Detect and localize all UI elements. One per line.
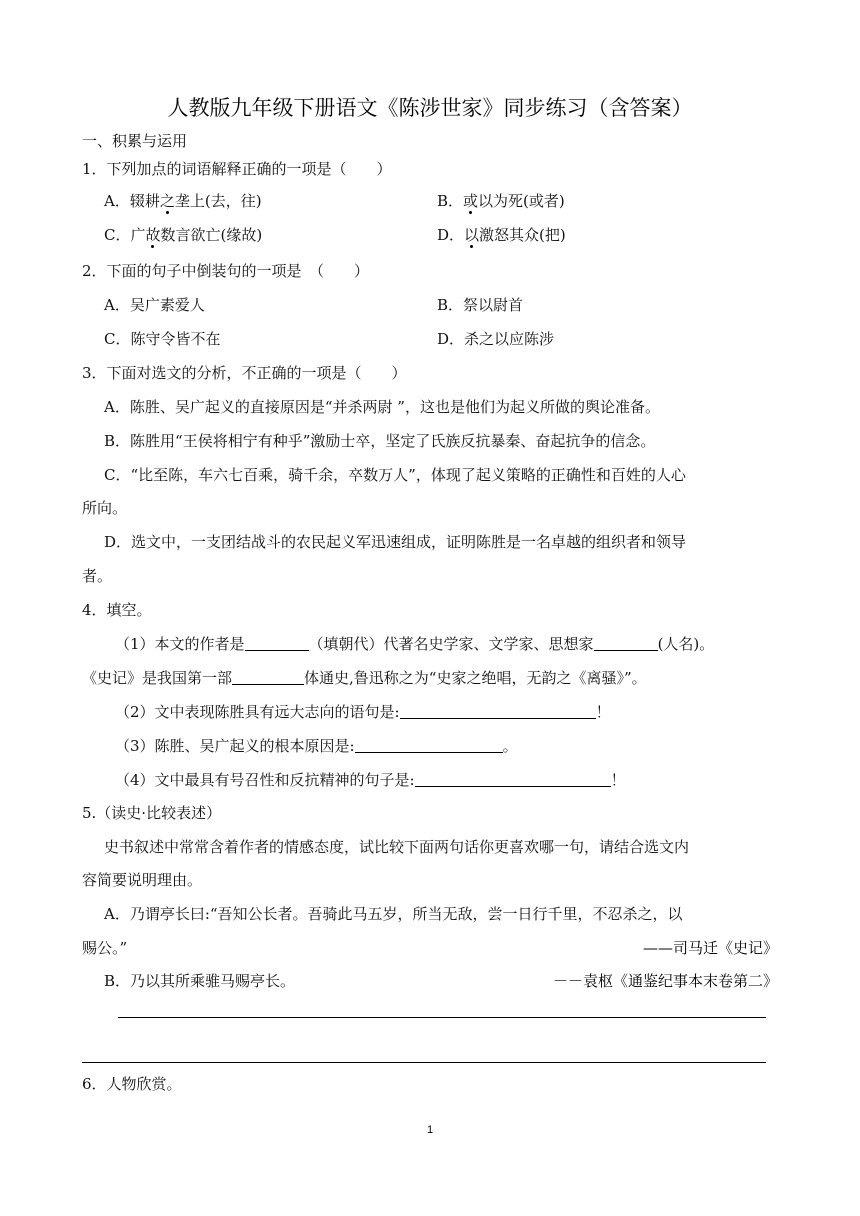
answer-line-2[interactable]: [82, 1062, 766, 1063]
q2-option-b: B．祭以尉首: [437, 296, 524, 314]
question-2-stem: 2．下面的句子中倒装句的一项是 （ ）: [82, 262, 370, 280]
blank-rallying-sentence[interactable]: [415, 770, 611, 787]
q3-option-d-line2: 者。: [82, 567, 113, 585]
q2-option-d: D．杀之以应陈涉: [437, 330, 555, 348]
q4-item-1-line1: （1）本文的作者是 （填朝代）代著名史学家、文学家、思想家 (人名)。: [115, 635, 715, 653]
q1-option-a: A．辍耕之垄上(去，往): [104, 192, 262, 210]
q1-option-b: B．或以为死(或者): [437, 192, 565, 210]
question-1-stem: 1．下列加点的词语解释正确的一项是（ ）: [82, 160, 392, 178]
blank-dynasty[interactable]: [245, 634, 309, 651]
q5-option-a-line2: 赐公。”: [82, 939, 128, 957]
q4-item-1-line2: 《史记》是我国第一部 体通史,鲁迅称之为“史家之绝唱，无韵之《离骚》”。: [82, 669, 647, 687]
q5-option-a-source: ——司马迁《史记》: [642, 939, 778, 957]
blank-author[interactable]: [594, 634, 658, 651]
q2-option-a: A．吴广素爱人: [104, 296, 205, 314]
question-3-stem: 3．下面对选文的分析，不正确的一项是（ ）: [82, 364, 407, 382]
question-5-stem: 5.（读史·比较表述）: [82, 804, 222, 822]
q4-item-3: （3）陈胜、吴广起义的根本原因是: 。: [115, 737, 518, 755]
question-6-stem: 6．人物欣赏。: [82, 1075, 182, 1093]
q1-option-d: D．以激怒其众(把): [437, 226, 566, 244]
blank-history-type[interactable]: [232, 668, 304, 685]
q3-option-d-line1: D．选文中，一支团结战斗的农民起义军迅速组成，证明陈胜是一名卓越的组织者和领导: [104, 533, 687, 551]
q4-item-2: （2）文中表现陈胜具有远大志向的语句是: ！: [115, 703, 611, 721]
q5-body-line2: 容简要说明理由。: [82, 871, 203, 889]
answer-line-1[interactable]: [118, 1017, 766, 1018]
q4-item-4: （4）文中最具有号召性和反抗精神的句子是: ！: [115, 771, 626, 789]
blank-root-cause[interactable]: [355, 736, 503, 753]
q2-option-c: C．陈守令皆不在: [104, 330, 221, 348]
page-number: 1: [426, 1124, 434, 1136]
question-4-stem: 4．填空。: [82, 601, 152, 619]
q3-option-a: A．陈胜、吴广起义的直接原因是“并杀两尉 ”，这也是他们为起义所做的舆论准备。: [104, 398, 660, 416]
q5-body-line1: 史书叙述中常常含着作者的情感态度，试比较下面两句话你更喜欢哪一句，请结合选文内: [104, 838, 690, 856]
q5-option-a-line1: A．乃谓亭长曰:“吾知公长者。吾骑此马五岁，所当无敌，尝一日行千里，不忍杀之，以: [104, 905, 683, 923]
q3-option-c-line2: 所向。: [82, 499, 128, 517]
q1-option-c: C．广故数言欲亡(缘故): [104, 226, 263, 244]
section-heading: 一、积累与运用: [82, 132, 188, 150]
blank-ambition-sentence[interactable]: [400, 702, 596, 719]
q3-option-c-line1: C．“比至陈，车六七百乘，骑千余，卒数万人”，体现了起义策略的正确性和百姓的人心: [104, 466, 686, 484]
q3-option-b: B．陈胜用“王侯将相宁有种乎”激励士卒，坚定了氏族反抗暴秦、奋起抗争的信念。: [104, 432, 656, 450]
page-title: 人教版九年级下册语文《陈涉世家》同步练习（含答案）: [167, 96, 693, 120]
q5-option-b: B．乃以其所乘骓马赐亭长。: [104, 972, 296, 990]
q5-option-b-source: －－袁枢《通鉴纪事本末卷第二》: [552, 972, 778, 990]
